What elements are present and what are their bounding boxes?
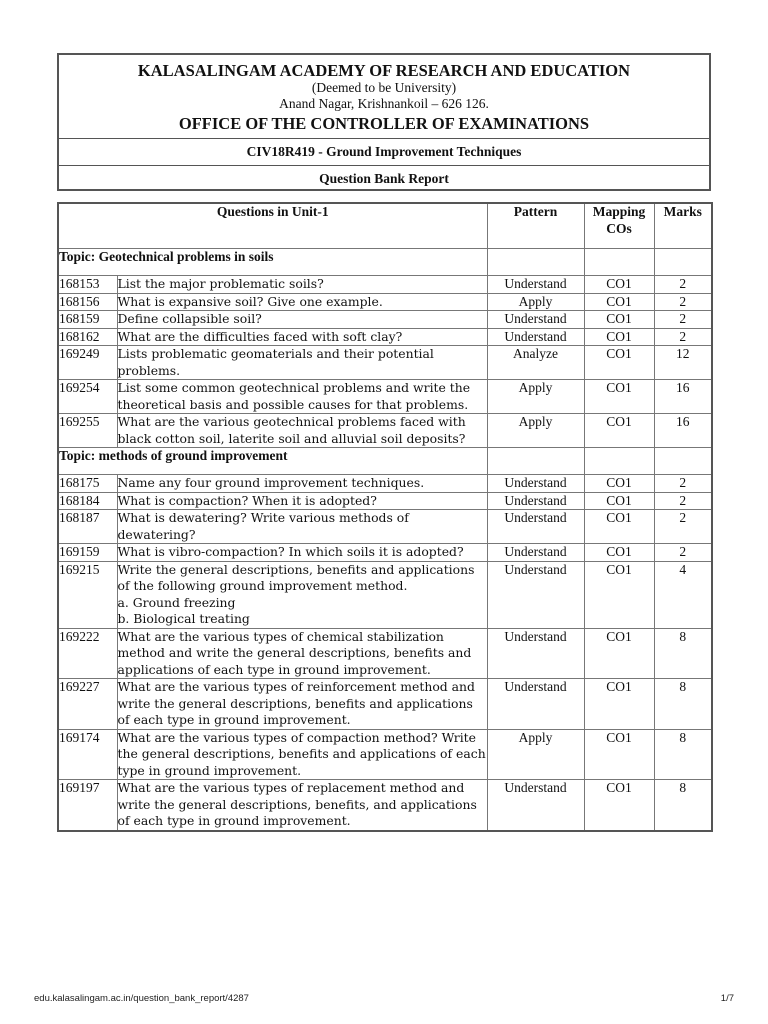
question-line: the general descriptions, benefits and applications of each bbox=[117, 746, 486, 761]
question-marks: 16 bbox=[654, 414, 712, 448]
topic-empty-cell bbox=[487, 448, 584, 475]
table-row bbox=[58, 380, 712, 414]
topic-empty-cell bbox=[654, 249, 712, 276]
question-table bbox=[57, 202, 713, 832]
question-marks: 2 bbox=[654, 475, 712, 493]
question-line: of each type in ground improvement. bbox=[117, 712, 351, 727]
question-marks: 2 bbox=[654, 492, 712, 510]
question-pattern: Apply bbox=[487, 414, 584, 448]
question-pattern: Understand bbox=[487, 276, 584, 294]
question-id: 169215 bbox=[58, 561, 117, 628]
question-co: CO1 bbox=[584, 628, 654, 679]
question-text bbox=[117, 561, 487, 628]
question-co: CO1 bbox=[584, 276, 654, 294]
question-pattern: Understand bbox=[487, 780, 584, 831]
question-text bbox=[117, 414, 487, 448]
institution-block bbox=[59, 55, 709, 139]
page-number: 1/7 bbox=[720, 993, 734, 1004]
question-line: List the major problematic soils? bbox=[117, 276, 324, 291]
topic-row bbox=[58, 448, 712, 475]
question-line: type in ground improvement. bbox=[117, 762, 302, 778]
topic-empty-cell bbox=[654, 448, 712, 475]
question-text bbox=[117, 311, 487, 329]
question-pattern: Understand bbox=[487, 475, 584, 493]
question-line: black cotton soil, laterite soil and alluvial soil deposits? bbox=[117, 430, 466, 446]
question-pattern: Understand bbox=[487, 679, 584, 730]
question-text bbox=[117, 780, 487, 831]
question-pattern: Understand bbox=[487, 544, 584, 562]
question-line: of each type in ground improvement. bbox=[117, 813, 351, 828]
question-line: dewatering? bbox=[117, 526, 196, 542]
question-line: List some common geotechnical problems and write the bbox=[117, 380, 471, 395]
question-id: 168159 bbox=[58, 311, 117, 329]
topic-row bbox=[58, 249, 712, 276]
question-text bbox=[117, 346, 487, 380]
table-row bbox=[58, 475, 712, 493]
table-row bbox=[58, 628, 712, 679]
question-line: What is vibro-compaction? In which soils it is adopted? bbox=[117, 544, 464, 559]
question-line: a. Ground freezing bbox=[117, 594, 236, 610]
question-marks: 2 bbox=[654, 311, 712, 329]
column-header-marks: Marks bbox=[654, 203, 712, 249]
question-text bbox=[117, 729, 487, 780]
question-line: What are the difficulties faced with soft clay? bbox=[117, 328, 403, 344]
question-line: b. Biological treating bbox=[117, 611, 250, 626]
address: Anand Nagar, Krishnankoil – 626 126. bbox=[279, 96, 489, 111]
question-marks: 4 bbox=[654, 561, 712, 628]
table-row bbox=[58, 679, 712, 730]
topic-title: Topic: Geotechnical problems in soils bbox=[58, 249, 487, 276]
question-co: CO1 bbox=[584, 679, 654, 730]
question-text bbox=[117, 380, 487, 414]
question-text bbox=[117, 328, 487, 346]
question-pattern: Understand bbox=[487, 328, 584, 346]
question-pattern: Understand bbox=[487, 510, 584, 544]
question-id: 169227 bbox=[58, 679, 117, 730]
question-co: CO1 bbox=[584, 492, 654, 510]
question-id: 169197 bbox=[58, 780, 117, 831]
question-line: Write the general descriptions, benefits and applications bbox=[117, 561, 475, 577]
question-pattern: Understand bbox=[487, 561, 584, 628]
question-line: of the following ground improvement method. bbox=[117, 578, 408, 593]
topic-title: Topic: methods of ground improvement bbox=[58, 448, 487, 475]
question-co: CO1 bbox=[584, 293, 654, 311]
column-header-question: Questions in Unit-1 bbox=[58, 203, 487, 249]
question-line: What is expansive soil? Give one example. bbox=[117, 293, 383, 309]
column-header-mapping bbox=[584, 203, 654, 249]
question-id: 169249 bbox=[58, 346, 117, 380]
question-marks: 12 bbox=[654, 346, 712, 380]
question-id: 169222 bbox=[58, 628, 117, 679]
topic-empty-cell bbox=[584, 249, 654, 276]
question-marks: 2 bbox=[654, 510, 712, 544]
table-row bbox=[58, 414, 712, 448]
question-line: What are the various types of compaction method? Write bbox=[117, 729, 476, 745]
question-pattern: Understand bbox=[487, 311, 584, 329]
column-header-mapping-line1: Mapping bbox=[592, 204, 646, 219]
question-co: CO1 bbox=[584, 311, 654, 329]
question-marks: 8 bbox=[654, 729, 712, 780]
question-text bbox=[117, 544, 487, 562]
table-row bbox=[58, 780, 712, 831]
report-header bbox=[57, 53, 711, 191]
question-id: 168162 bbox=[58, 328, 117, 346]
question-marks: 8 bbox=[654, 780, 712, 831]
question-marks: 2 bbox=[654, 328, 712, 346]
question-pattern: Apply bbox=[487, 380, 584, 414]
question-line: What are the various types of reinforcement method and bbox=[117, 679, 475, 694]
table-row bbox=[58, 276, 712, 294]
question-text bbox=[117, 276, 487, 294]
topic-empty-cell bbox=[584, 448, 654, 475]
question-co: CO1 bbox=[584, 544, 654, 562]
question-marks: 2 bbox=[654, 544, 712, 562]
question-line: What are the various types of replacement method and bbox=[117, 780, 465, 795]
question-line: method and write the general descriptions, benefits and bbox=[117, 645, 472, 660]
column-header-mapping-line2: COs bbox=[606, 220, 632, 236]
question-text bbox=[117, 679, 487, 730]
question-id: 169255 bbox=[58, 414, 117, 448]
question-text bbox=[117, 510, 487, 544]
table-row bbox=[58, 293, 712, 311]
question-line: theoretical basis and possible causes for that problems. bbox=[117, 396, 469, 412]
question-id: 169254 bbox=[58, 380, 117, 414]
question-pattern: Apply bbox=[487, 293, 584, 311]
course-title: CIV18R419 - Ground Improvement Techniques bbox=[59, 139, 709, 166]
question-line: Lists problematic geomaterials and their potential bbox=[117, 346, 434, 361]
report-title: Question Bank Report bbox=[319, 171, 449, 186]
question-marks: 2 bbox=[654, 276, 712, 294]
question-pattern: Understand bbox=[487, 492, 584, 510]
university-name: KALASALINGAM ACADEMY OF RESEARCH AND EDUCATION bbox=[137, 61, 631, 80]
question-id: 168175 bbox=[58, 475, 117, 493]
question-marks: 16 bbox=[654, 380, 712, 414]
question-pattern: Apply bbox=[487, 729, 584, 780]
question-co: CO1 bbox=[584, 780, 654, 831]
topic-empty-cell bbox=[487, 249, 584, 276]
question-line: What is dewatering? Write various methods of bbox=[117, 510, 409, 525]
table-row bbox=[58, 346, 712, 380]
question-co: CO1 bbox=[584, 414, 654, 448]
question-line: What is compaction? When it is adopted? bbox=[117, 492, 377, 508]
question-line: What are the various types of chemical stabilization bbox=[117, 628, 444, 644]
question-line: Define collapsible soil? bbox=[117, 311, 262, 326]
question-marks: 8 bbox=[654, 628, 712, 679]
question-co: CO1 bbox=[584, 328, 654, 346]
question-text bbox=[117, 492, 487, 510]
question-id: 169159 bbox=[58, 544, 117, 562]
question-id: 168184 bbox=[58, 492, 117, 510]
table-row bbox=[58, 510, 712, 544]
column-header-pattern: Pattern bbox=[487, 203, 584, 249]
question-pattern: Understand bbox=[487, 628, 584, 679]
question-line: Name any four ground improvement techniques. bbox=[117, 475, 425, 490]
question-co: CO1 bbox=[584, 346, 654, 380]
question-line: write the general descriptions, benefits and applications bbox=[117, 695, 473, 711]
table-header-row bbox=[58, 203, 712, 249]
question-id: 168187 bbox=[58, 510, 117, 544]
deemed-status: (Deemed to be University) bbox=[311, 80, 457, 95]
question-co: CO1 bbox=[584, 380, 654, 414]
question-text bbox=[117, 293, 487, 311]
question-co: CO1 bbox=[584, 475, 654, 493]
question-text bbox=[117, 628, 487, 679]
office-title: OFFICE OF THE CONTROLLER OF EXAMINATIONS bbox=[178, 114, 590, 133]
question-text bbox=[117, 475, 487, 493]
table-row bbox=[58, 729, 712, 780]
table-row bbox=[58, 492, 712, 510]
table-row bbox=[58, 311, 712, 329]
question-line: write the general descriptions, benefits, and applications bbox=[117, 796, 477, 812]
question-id: 168156 bbox=[58, 293, 117, 311]
question-line: applications of each type in ground improvement. bbox=[117, 661, 431, 677]
table-row bbox=[58, 561, 712, 628]
question-pattern: Analyze bbox=[487, 346, 584, 380]
table-row bbox=[58, 544, 712, 562]
question-id: 168153 bbox=[58, 276, 117, 294]
table-body bbox=[58, 249, 712, 831]
question-line: What are the various geotechnical problems faced with bbox=[117, 414, 466, 429]
question-co: CO1 bbox=[584, 561, 654, 628]
question-marks: 8 bbox=[654, 679, 712, 730]
table-row bbox=[58, 328, 712, 346]
question-line: problems. bbox=[117, 362, 181, 378]
question-co: CO1 bbox=[584, 510, 654, 544]
question-id: 169174 bbox=[58, 729, 117, 780]
footer-url: edu.kalasalingam.ac.in/question_bank_report/4287 bbox=[34, 993, 249, 1004]
question-marks: 2 bbox=[654, 293, 712, 311]
question-co: CO1 bbox=[584, 729, 654, 780]
